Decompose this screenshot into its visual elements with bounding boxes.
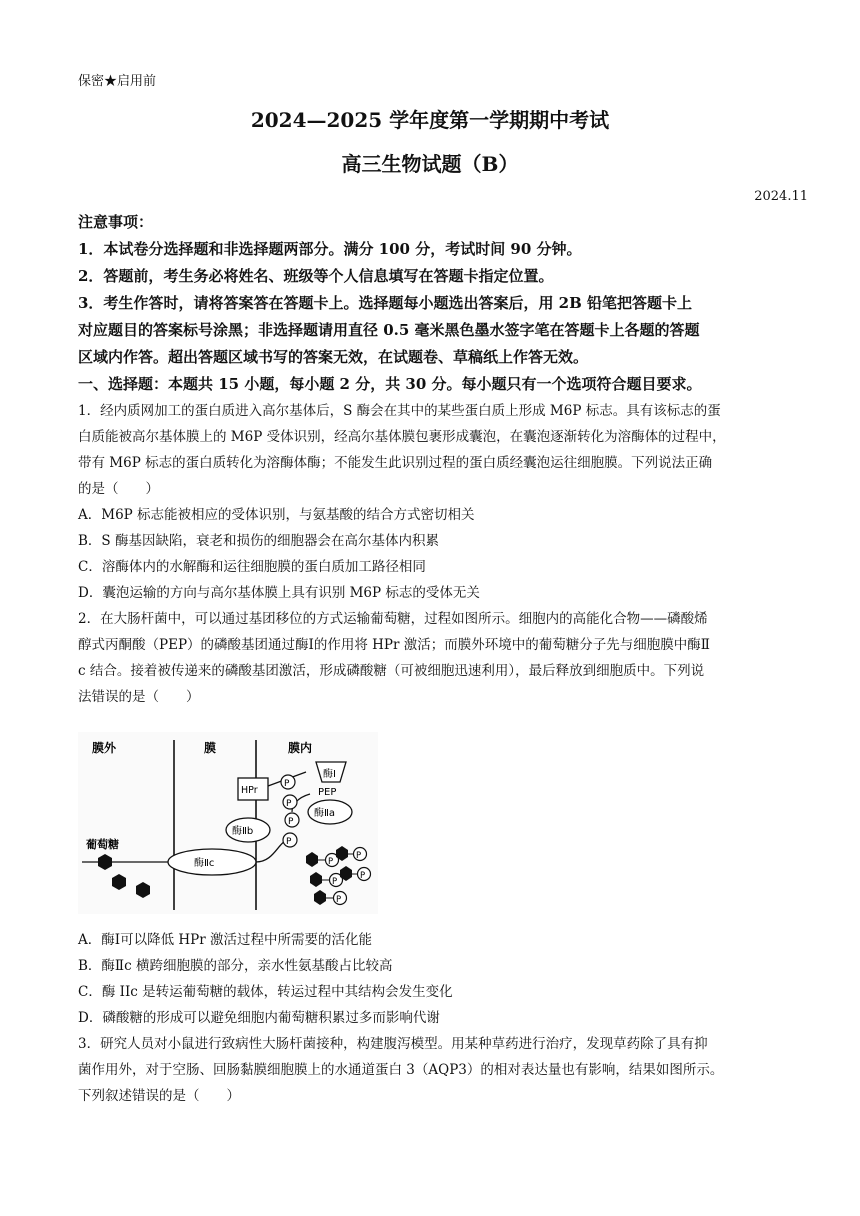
question-text-line: 3．研究人员对小鼠进行致病性大肠杆菌接种，构建腹泻模型。用某种草药进行治疗，发现草药除了具有抑 [78, 1036, 708, 1052]
svg-text:P: P [360, 871, 366, 881]
svg-text:P: P [286, 837, 292, 847]
enzyme1-label: 酶Ⅰ [323, 769, 336, 780]
question-text-line: 下列叙述错误的是（ ） [78, 1088, 240, 1104]
phosphate-group [283, 795, 297, 809]
svg-text:P: P [328, 857, 334, 867]
question-2-options [78, 927, 786, 1031]
question-text-line: 醇式丙酮酸（PEP）的磷酸基团通过酶Ⅰ的作用将 HPr 激活；而膜外环境中的葡萄糖分子先与细胞膜中酶Ⅱ [78, 637, 710, 653]
question-text-line: 法错误的是（ ） [78, 689, 200, 705]
notice-item: 2．答题前，考生务必将姓名、班级等个人信息填写在答题卡指定位置。 [78, 267, 554, 285]
notice-item: 1．本试卷分选择题和非选择题两部分。满分 100 分，考试时间 90 分钟。 [78, 240, 582, 258]
svg-text:P: P [336, 895, 342, 905]
question-text-line: 带有 M6P 标志的蛋白质转化为溶酶体酶；不能发生此识别过程的蛋白质经囊泡运往细胞膜。下列说法正确 [78, 455, 713, 471]
glucose-label: 葡萄糖 [86, 838, 119, 851]
phosphate-group [283, 833, 297, 847]
question-text-line: 白质能被高尔基体膜上的 M6P 受体识别，经高尔基体膜包裹形成囊泡，在囊泡逐渐转化为溶酶体的过程中， [78, 429, 726, 445]
pep-label: PEP [318, 787, 337, 798]
notice-section [78, 209, 786, 398]
option-a: A．酶Ⅰ可以降低 HPr 激活过程中所需要的活化能 [78, 932, 372, 948]
option-c: C．溶酶体内的水解酶和运往细胞膜的蛋白质加工路径相同 [78, 559, 426, 575]
label-inside: 膜内 [288, 741, 313, 755]
exam-title: 2024—2025 学年度第一学期期中考试 [250, 108, 610, 132]
question-1 [78, 398, 786, 606]
svg-text:P: P [284, 779, 290, 789]
phosphate-group [281, 775, 295, 789]
exam-subtitle: 高三生物试题（B） [341, 152, 519, 176]
question-text-line: c 结合。接着被传递来的磷酸基团激活，形成磷酸糖（可被细胞迅速利用），最后释放到细胞质中。下列说 [78, 663, 705, 679]
phosphate-group [285, 813, 299, 827]
notice-item: 3．考生作答时，请将答案答在答题卡上。选择题每小题选出答案后，用 2B 铅笔把答题卡上 [78, 294, 693, 312]
enzyme2c-label: 酶Ⅱc [194, 858, 215, 869]
option-c: C．酶 IIc 是转运葡萄糖的载体，转运过程中其结构会发生变化 [78, 984, 453, 1000]
question-3 [78, 1031, 786, 1109]
option-b: B．S 酶基因缺陷，衰老和损伤的细胞器会在高尔基体内积累 [78, 533, 439, 549]
svg-text:P: P [286, 799, 292, 809]
label-outside: 膜外 [92, 741, 117, 755]
question-text-line: 的是（ ） [78, 481, 159, 497]
option-a: A．M6P 标志能被相应的受体识别，与氨基酸的结合方式密切相关 [78, 507, 475, 523]
glucose-transport-diagram [78, 732, 378, 914]
option-b: B．酶Ⅱc 横跨细胞膜的部分，亲水性氨基酸占比较高 [78, 958, 393, 974]
svg-text:P: P [332, 877, 338, 887]
option-d: D．磷酸糖的形成可以避免细胞内葡萄糖积累过多而影响代谢 [78, 1010, 440, 1026]
notice-item: 区域内作答。超出答题区域书写的答案无效，在试题卷、草稿纸上作答无效。 [78, 348, 589, 366]
exam-date: 2024.11 [754, 189, 808, 204]
label-membrane: 膜 [204, 741, 217, 755]
question-text-line: 1．经内质网加工的蛋白质进入高尔基体后，S 酶会在其中的某些蛋白质上形成 M6P 标志。具有该标志的蛋 [78, 403, 721, 419]
option-d: D．囊泡运输的方向与高尔基体膜上具有识别 M6P 标志的受体无关 [78, 585, 480, 601]
enzyme2b-label: 酶Ⅱb [232, 826, 254, 837]
section-heading: 一、选择题：本题共 15 小题，每小题 2 分，共 30 分。每小题只有一个选项符合题目要求。 [78, 375, 702, 393]
hpr-label: HPr [241, 785, 258, 796]
question-text-line: 菌作用外，对于空肠、回肠黏膜细胞膜上的水通道蛋白 3（AQP3）的相对表达量也有影响，结果如图所示。 [78, 1062, 724, 1078]
question-2 [78, 606, 786, 710]
question-text-line: 2．在大肠杆菌中，可以通过基团移位的方式运输葡萄糖，过程如图所示。细胞内的高能化合物——磷酸烯 [78, 611, 708, 627]
svg-text:P: P [288, 817, 294, 827]
confidential-label: 保密★启用前 [78, 74, 157, 89]
enzyme2a-label: 酶Ⅱa [314, 808, 336, 819]
notice-item: 对应题目的答案标号涂黑；非选择题请用直径 0.5 毫米黑色墨水签字笔在答题卡上各题的答题 [78, 321, 700, 339]
notice-heading: 注意事项： [78, 213, 154, 231]
svg-text:P: P [356, 851, 362, 861]
